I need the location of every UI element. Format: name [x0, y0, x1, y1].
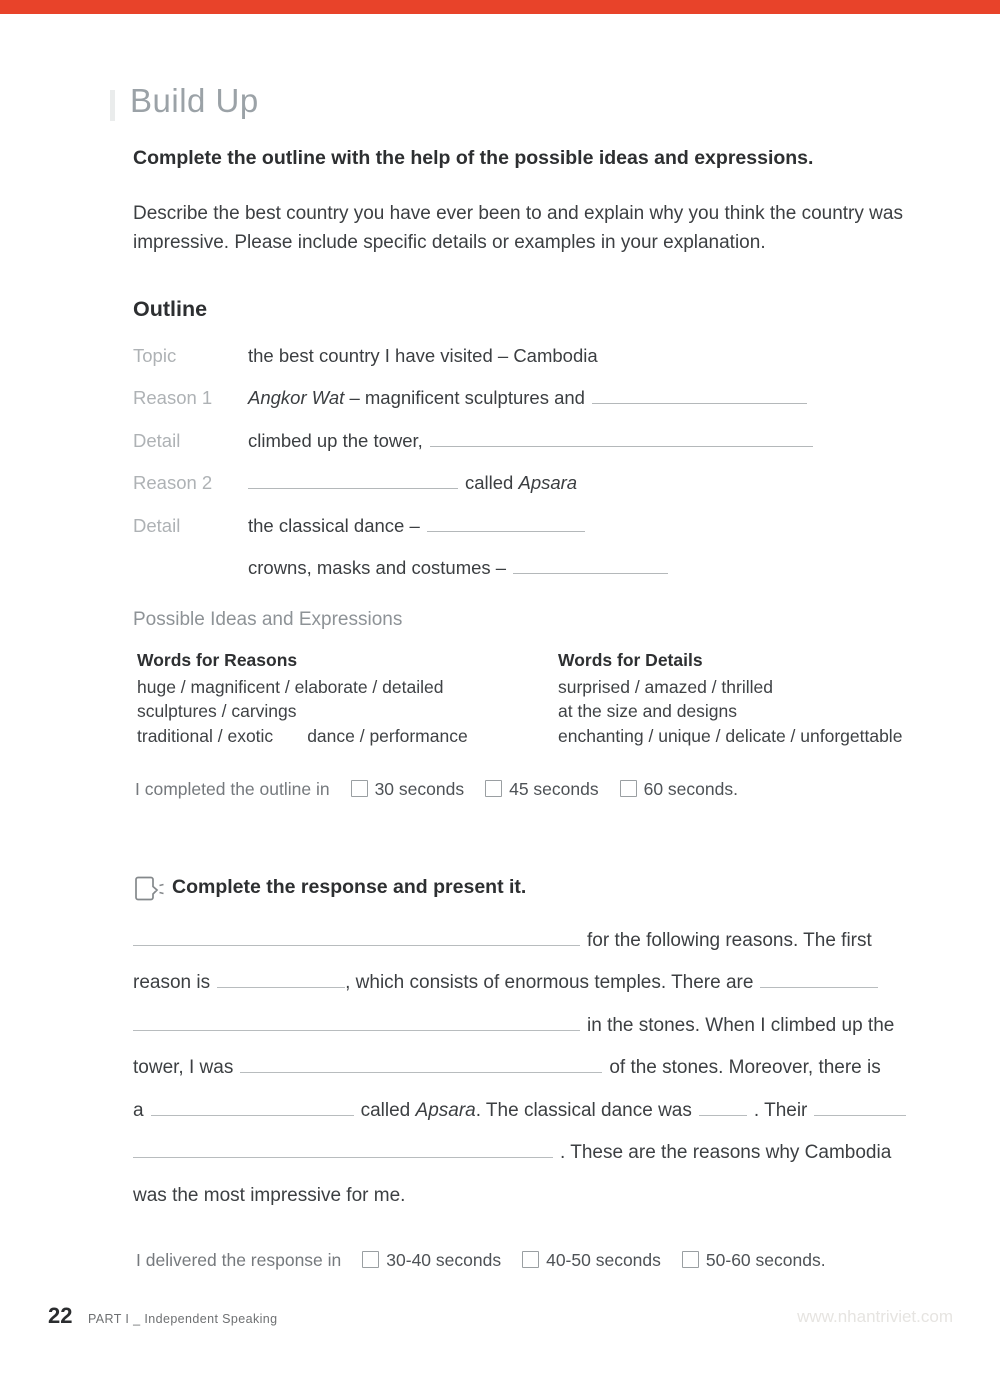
outline-label: Reason 2 — [133, 472, 213, 493]
fill-in-blank — [217, 972, 345, 988]
time-option: 60 seconds. — [620, 779, 738, 799]
fill-in-blank — [513, 558, 668, 574]
check-lead: I delivered the response in — [136, 1250, 342, 1270]
outline-text: climbed up the tower, — [248, 430, 423, 451]
fill-in-blank — [592, 388, 807, 404]
publisher-website: www.nhantriviet.com — [797, 1307, 953, 1326]
time-option: 40-50 seconds — [522, 1250, 661, 1270]
fill-in-blank — [427, 516, 585, 532]
checkbox[interactable] — [620, 780, 637, 797]
outline-row-topic — [133, 345, 598, 367]
page-title: Build Up — [130, 82, 259, 119]
outline-label: Reason 1 — [133, 387, 213, 408]
word-line: at the size and designs — [558, 701, 738, 721]
outline-label: Detail — [133, 515, 181, 536]
outline-label: Detail — [133, 430, 181, 451]
outline-text: the classical dance – — [248, 515, 420, 536]
outline-time-check-line — [135, 779, 738, 800]
outline-italic-text: Apsara — [518, 472, 578, 493]
checkbox[interactable] — [351, 780, 368, 797]
italic-word: Apsara — [415, 1100, 476, 1121]
fill-in-blank — [430, 431, 813, 447]
response-section-header — [133, 872, 527, 911]
speak-note-icon — [133, 872, 167, 906]
outline-row-reason2 — [133, 472, 577, 494]
top-accent-bar — [0, 0, 1000, 14]
response-line: reason is , which consists of enormous temples. There are — [133, 972, 878, 994]
fill-in-blank — [151, 1100, 354, 1116]
outline-text: the best country I have visited – Cambodia — [248, 345, 598, 366]
outline-row-reason1 — [133, 387, 807, 409]
outline-text: called — [465, 472, 514, 493]
word-line: surprised / amazed / thrilled — [558, 676, 773, 697]
word-line: traditional / exotic dance / performance — [137, 725, 468, 746]
checkbox[interactable] — [485, 780, 502, 797]
outline-text: crowns, masks and costumes – — [248, 557, 507, 578]
word-line: sculptures / carvings — [137, 701, 297, 721]
checkbox[interactable] — [522, 1251, 539, 1268]
footer-section-label: PART I _ Independent Speaking — [88, 1312, 278, 1326]
fill-in-blank — [133, 1015, 580, 1031]
column-title: Words for Details — [558, 650, 703, 670]
fill-in-blank — [814, 1100, 906, 1116]
fill-in-blank — [248, 473, 458, 489]
outline-label: Topic — [133, 345, 177, 366]
response-line: in the stones. When I climbed up the — [133, 1015, 894, 1037]
section-marker — [110, 90, 115, 121]
fill-in-blank — [699, 1100, 747, 1116]
outline-heading: Outline — [133, 297, 208, 321]
page-number: 22 — [48, 1303, 73, 1328]
response-line: tower, I was of the stones. Moreover, there is — [133, 1057, 881, 1078]
word-line: enchanting / unique / delicate / unforgettable — [558, 725, 903, 746]
fill-in-blank — [240, 1057, 602, 1073]
time-option: 30-40 seconds — [362, 1250, 501, 1270]
response-time-check-line — [136, 1250, 826, 1271]
instruction-heading: Complete the outline with the help of the possible ideas and expressions. — [133, 147, 814, 169]
possible-ideas-heading: Possible Ideas and Expressions — [133, 609, 403, 630]
response-heading: Complete the response and present it. — [172, 876, 527, 898]
response-line: was the most impressive for me. — [133, 1185, 406, 1206]
time-option: 45 seconds — [485, 779, 599, 799]
words-for-details-column — [558, 648, 902, 748]
time-option: 30 seconds — [351, 779, 465, 799]
checkbox[interactable] — [682, 1251, 699, 1268]
column-title: Words for Reasons — [137, 650, 298, 670]
outline-row-detail2-cont — [133, 557, 668, 579]
outline-text: – magnificent sculptures and — [349, 387, 585, 408]
fill-in-blank — [760, 972, 878, 988]
prompt-text: Describe the best country you have ever been to and explain why you think the country was impressive. Please include specific details or examples in your explanation. — [133, 203, 903, 253]
response-line: a called Apsara. The classical dance was . Their — [133, 1100, 906, 1122]
fill-in-blank — [133, 1142, 553, 1158]
word-line: huge / magnificent / elaborate / detailed — [137, 676, 444, 697]
time-option: 50-60 seconds. — [682, 1250, 826, 1270]
outline-italic-text: Angkor Wat — [248, 387, 345, 408]
response-line: . These are the reasons why Cambodia — [133, 1142, 891, 1164]
response-line: for the following reasons. The first — [133, 930, 872, 952]
fill-in-blank — [133, 930, 580, 946]
outline-row-detail2 — [133, 515, 585, 537]
checkbox[interactable] — [362, 1251, 379, 1268]
check-lead: I completed the outline in — [135, 779, 330, 799]
outline-row-detail1 — [133, 430, 813, 452]
words-for-reasons-column — [137, 648, 468, 748]
